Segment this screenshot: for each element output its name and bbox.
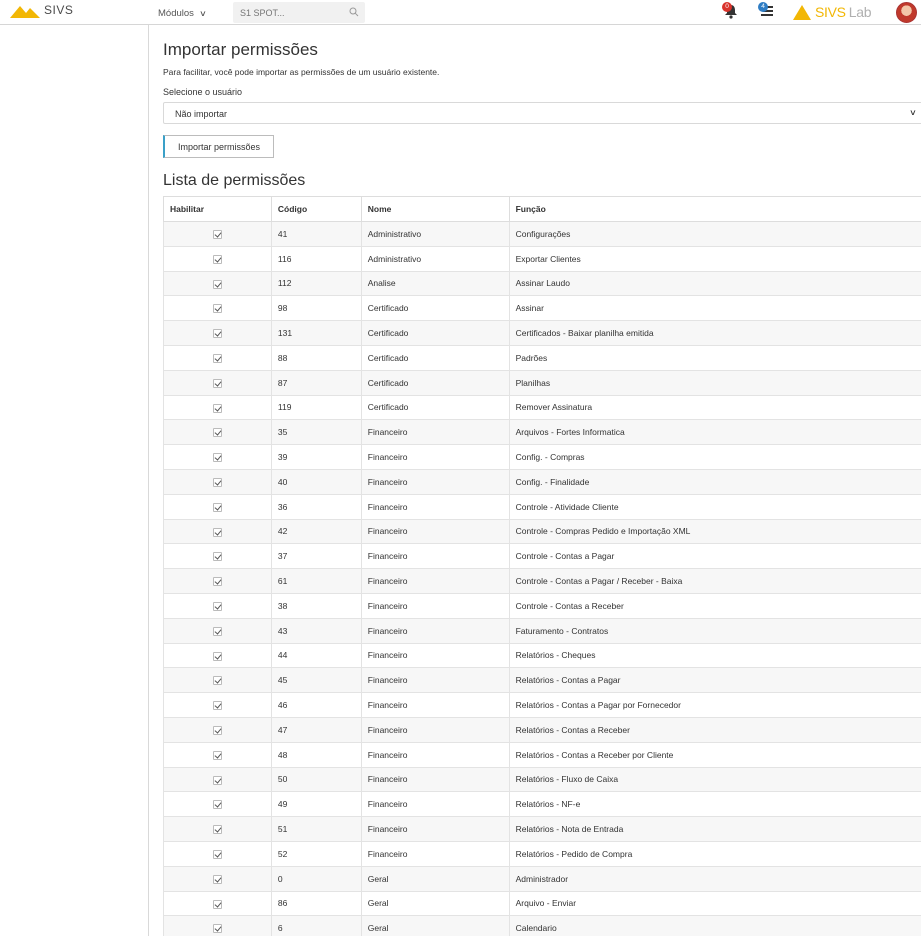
function-cell: Faturamento - Contratos [509, 618, 921, 643]
user-select-label: Selecione o usuário [163, 87, 243, 97]
enable-checkbox[interactable] [213, 280, 222, 289]
table-row [164, 246, 921, 271]
function-cell: Config. - Finalidade [509, 469, 921, 494]
enable-checkbox[interactable] [213, 379, 222, 388]
name-cell: Financeiro [361, 742, 509, 767]
function-cell: Relatórios - Contas a Receber por Cliente [509, 742, 921, 767]
name-cell: Financeiro [361, 618, 509, 643]
enable-cell [164, 792, 272, 817]
import-permissions-button[interactable]: Importar permissões [163, 135, 274, 158]
code-cell: 131 [271, 321, 361, 346]
enable-checkbox[interactable] [213, 726, 222, 735]
name-cell: Financeiro [361, 668, 509, 693]
table-row [164, 544, 921, 569]
enable-checkbox[interactable] [213, 627, 222, 636]
function-cell: Arquivo - Enviar [509, 891, 921, 916]
name-cell: Financeiro [361, 494, 509, 519]
chevron-down-icon: ∨ [199, 9, 207, 18]
function-cell: Assinar [509, 296, 921, 321]
function-cell: Relatórios - Contas a Pagar por Fornecedor [509, 693, 921, 718]
table-row [164, 593, 921, 618]
code-cell: 39 [271, 445, 361, 470]
name-cell: Financeiro [361, 544, 509, 569]
enable-cell [164, 767, 272, 792]
code-cell: 86 [271, 891, 361, 916]
enable-cell [164, 544, 272, 569]
function-cell: Config. - Compras [509, 445, 921, 470]
code-cell: 37 [271, 544, 361, 569]
enable-checkbox[interactable] [213, 900, 222, 909]
user-select-value: Não importar [175, 109, 228, 119]
enable-cell [164, 841, 272, 866]
modules-menu[interactable] [158, 8, 206, 19]
table-row [164, 693, 921, 718]
enable-checkbox[interactable] [213, 751, 222, 760]
enable-checkbox[interactable] [213, 528, 222, 537]
permissions-table-body [164, 222, 921, 936]
table-row [164, 469, 921, 494]
code-cell: 35 [271, 420, 361, 445]
code-cell: 61 [271, 569, 361, 594]
enable-cell [164, 296, 272, 321]
name-cell: Financeiro [361, 469, 509, 494]
enable-checkbox[interactable] [213, 776, 222, 785]
name-cell: Financeiro [361, 445, 509, 470]
table-row [164, 345, 921, 370]
enable-checkbox[interactable] [213, 230, 222, 239]
enable-cell [164, 445, 272, 470]
search-icon[interactable] [349, 7, 359, 17]
code-cell: 52 [271, 841, 361, 866]
user-select[interactable] [163, 102, 921, 124]
function-cell: Controle - Contas a Receber [509, 593, 921, 618]
code-cell: 0 [271, 866, 361, 891]
enable-checkbox[interactable] [213, 404, 222, 413]
enable-checkbox[interactable] [213, 428, 222, 437]
enable-cell [164, 742, 272, 767]
modules-label: Módulos [158, 8, 194, 19]
enable-cell [164, 420, 272, 445]
table-row [164, 742, 921, 767]
code-cell: 36 [271, 494, 361, 519]
name-cell: Administrativo [361, 246, 509, 271]
enable-checkbox[interactable] [213, 676, 222, 685]
table-row [164, 916, 921, 936]
column-header-code[interactable]: Código [271, 197, 361, 222]
function-cell: Controle - Contas a Pagar [509, 544, 921, 569]
table-row [164, 866, 921, 891]
enable-checkbox[interactable] [213, 304, 222, 313]
enable-checkbox[interactable] [213, 924, 222, 933]
function-cell: Relatórios - Cheques [509, 643, 921, 668]
table-row [164, 569, 921, 594]
enable-cell [164, 395, 272, 420]
top-bar [0, 0, 921, 25]
permissions-table [163, 196, 921, 936]
name-cell: Financeiro [361, 767, 509, 792]
name-cell: Geral [361, 891, 509, 916]
name-cell: Financeiro [361, 569, 509, 594]
enable-checkbox[interactable] [213, 552, 222, 561]
function-cell: Arquivos - Fortes Informatica [509, 420, 921, 445]
function-cell: Padrões [509, 345, 921, 370]
function-cell: Relatórios - Contas a Receber [509, 717, 921, 742]
logo-mountain-icon [10, 4, 40, 18]
name-cell: Certificado [361, 370, 509, 395]
enable-checkbox[interactable] [213, 478, 222, 487]
search-box [233, 2, 365, 23]
column-header-enable[interactable]: Habilitar [164, 197, 272, 222]
function-cell: Configurações [509, 222, 921, 247]
sivs-logo[interactable] [10, 4, 73, 18]
logo-text: SIVS [44, 3, 74, 17]
table-row [164, 841, 921, 866]
enable-cell [164, 593, 272, 618]
enable-checkbox[interactable] [213, 800, 222, 809]
code-cell: 87 [271, 370, 361, 395]
brand-suffix: Lab [848, 4, 872, 20]
code-cell: 51 [271, 817, 361, 842]
name-cell: Financeiro [361, 519, 509, 544]
enable-cell [164, 891, 272, 916]
enable-checkbox[interactable] [213, 825, 222, 834]
enable-cell [164, 643, 272, 668]
table-row [164, 296, 921, 321]
function-cell: Controle - Atividade Cliente [509, 494, 921, 519]
sidebar [0, 25, 149, 936]
code-cell: 38 [271, 593, 361, 618]
table-row [164, 271, 921, 296]
name-cell: Certificado [361, 395, 509, 420]
code-cell: 46 [271, 693, 361, 718]
function-cell: Controle - Compras Pedido e Importação XML [509, 519, 921, 544]
name-cell: Certificado [361, 296, 509, 321]
name-cell: Financeiro [361, 420, 509, 445]
code-cell: 41 [271, 222, 361, 247]
name-cell: Financeiro [361, 643, 509, 668]
function-cell: Relatórios - Pedido de Compra [509, 841, 921, 866]
enable-cell [164, 717, 272, 742]
enable-cell [164, 866, 272, 891]
function-cell: Relatórios - Contas a Pagar [509, 668, 921, 693]
function-cell: Remover Assinatura [509, 395, 921, 420]
table-row [164, 370, 921, 395]
code-cell: 42 [271, 519, 361, 544]
enable-checkbox[interactable] [213, 652, 222, 661]
enable-cell [164, 469, 272, 494]
notifications-badge: 0 [722, 2, 732, 12]
table-row [164, 395, 921, 420]
name-cell: Geral [361, 916, 509, 936]
name-cell: Geral [361, 866, 509, 891]
enable-cell [164, 494, 272, 519]
table-row [164, 717, 921, 742]
table-row [164, 445, 921, 470]
table-header-row [164, 197, 921, 222]
table-row [164, 668, 921, 693]
enable-checkbox[interactable] [213, 255, 222, 264]
enable-checkbox[interactable] [213, 875, 222, 884]
brand-triangle-icon [793, 5, 811, 20]
name-cell: Financeiro [361, 841, 509, 866]
table-row [164, 643, 921, 668]
name-cell: Certificado [361, 345, 509, 370]
code-cell: 88 [271, 345, 361, 370]
brand-logo [793, 4, 871, 20]
function-cell: Administrador [509, 866, 921, 891]
name-cell: Financeiro [361, 593, 509, 618]
import-title: Importar permissões [163, 40, 318, 59]
table-row [164, 321, 921, 346]
code-cell: 49 [271, 792, 361, 817]
enable-cell [164, 222, 272, 247]
function-cell: Exportar Clientes [509, 246, 921, 271]
table-row [164, 222, 921, 247]
table-row [164, 420, 921, 445]
enable-cell [164, 519, 272, 544]
chevron-down-icon: ∨ [909, 108, 917, 117]
table-row [164, 767, 921, 792]
code-cell: 40 [271, 469, 361, 494]
function-cell: Relatórios - NF-e [509, 792, 921, 817]
search-input[interactable] [233, 2, 333, 23]
enable-checkbox[interactable] [213, 577, 222, 586]
code-cell: 45 [271, 668, 361, 693]
code-cell: 119 [271, 395, 361, 420]
import-description: Para facilitar, você pode importar as permissões de um usuário existente. [163, 67, 440, 77]
enable-cell [164, 817, 272, 842]
avatar[interactable] [896, 2, 917, 23]
table-row [164, 891, 921, 916]
table-row [164, 792, 921, 817]
function-cell: Relatórios - Fluxo de Caixa [509, 767, 921, 792]
function-cell: Assinar Laudo [509, 271, 921, 296]
enable-cell [164, 618, 272, 643]
function-cell: Certificados - Baixar planilha emitida [509, 321, 921, 346]
enable-cell [164, 271, 272, 296]
table-row [164, 817, 921, 842]
code-cell: 43 [271, 618, 361, 643]
code-cell: 47 [271, 717, 361, 742]
enable-checkbox[interactable] [213, 850, 222, 859]
enable-cell [164, 370, 272, 395]
table-row [164, 519, 921, 544]
code-cell: 6 [271, 916, 361, 936]
column-header-function[interactable]: Função [509, 197, 921, 222]
name-cell: Certificado [361, 321, 509, 346]
enable-checkbox[interactable] [213, 453, 222, 462]
table-row [164, 494, 921, 519]
permissions-title: Lista de permissões [163, 172, 306, 189]
enable-checkbox[interactable] [213, 354, 222, 363]
enable-checkbox[interactable] [213, 329, 222, 338]
code-cell: 116 [271, 246, 361, 271]
enable-checkbox[interactable] [213, 503, 222, 512]
name-cell: Financeiro [361, 717, 509, 742]
table-row [164, 618, 921, 643]
enable-checkbox[interactable] [213, 602, 222, 611]
function-cell: Controle - Contas a Pagar / Receber - Baixa [509, 569, 921, 594]
function-cell: Calendario [509, 916, 921, 936]
name-cell: Financeiro [361, 817, 509, 842]
name-cell: Financeiro [361, 792, 509, 817]
enable-cell [164, 693, 272, 718]
messages-badge: 4 [758, 2, 768, 12]
code-cell: 112 [271, 271, 361, 296]
enable-cell [164, 246, 272, 271]
name-cell: Administrativo [361, 222, 509, 247]
brand-name: SIVS [815, 4, 846, 20]
enable-cell [164, 916, 272, 936]
enable-cell [164, 569, 272, 594]
column-header-name[interactable]: Nome [361, 197, 509, 222]
enable-cell [164, 668, 272, 693]
name-cell: Financeiro [361, 693, 509, 718]
code-cell: 98 [271, 296, 361, 321]
enable-cell [164, 321, 272, 346]
code-cell: 50 [271, 767, 361, 792]
enable-cell [164, 345, 272, 370]
name-cell: Analise [361, 271, 509, 296]
code-cell: 44 [271, 643, 361, 668]
function-cell: Relatórios - Nota de Entrada [509, 817, 921, 842]
code-cell: 48 [271, 742, 361, 767]
function-cell: Planilhas [509, 370, 921, 395]
enable-checkbox[interactable] [213, 701, 222, 710]
